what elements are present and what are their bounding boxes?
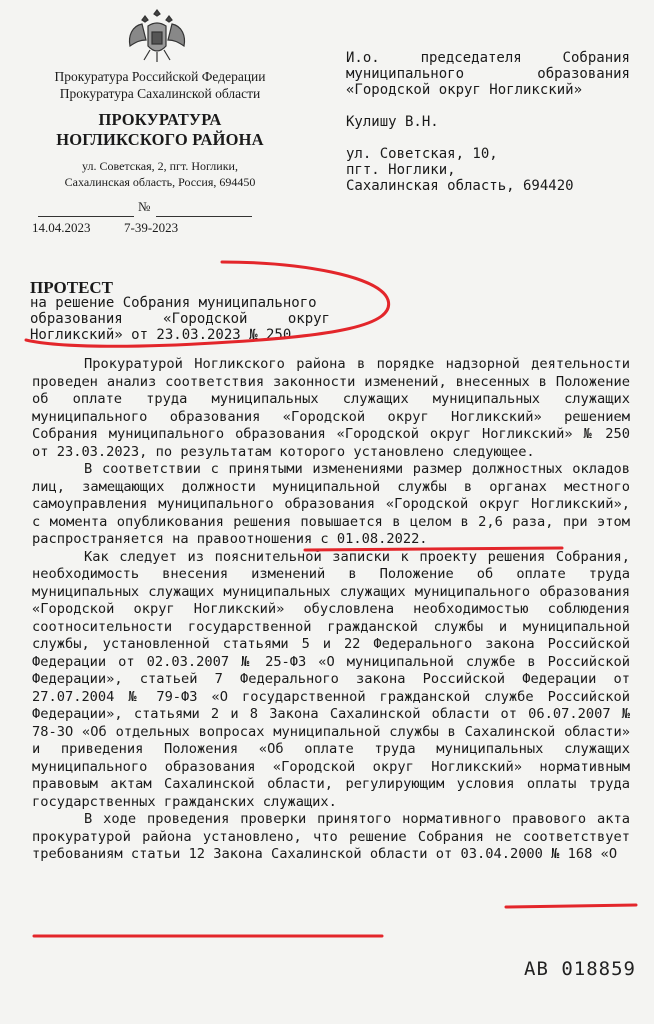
office-title-line-1: ПРОКУРАТУРА [98,110,222,129]
recipient-address-line-2: пгт. Ноглики, [346,162,456,178]
office-title-line-2: НОГЛИКСКОГО РАЙОНА [56,130,264,149]
protest-heading: ПРОТЕСТ [30,278,114,297]
recipient-block [346,50,630,98]
protest-body [32,356,630,864]
number-underline [156,202,252,217]
sender-address-line-2: Сахалинская область, Россия, 694450 [64,175,256,189]
recipient-line-1: И.о. председателя Собрания [346,50,630,66]
underline-not-comply [506,905,636,907]
document-number: 7-39-2023 [124,220,179,235]
protest-subject-line-3: Ногликский» от 23.03.2023 № 250 [30,327,292,343]
recipient-address-line-3: Сахалинская область, 694420 [346,178,574,194]
recipient-line-2: муниципального образования [346,66,630,82]
document-date: 14.04.2023 [32,220,91,235]
sender-block [26,68,294,102]
recipient-line-3: «Городской округ Ногликский» [346,82,583,98]
protest-subject-line-2: образования «Городской округ [30,311,330,327]
paragraph-2: В соответствии с принятыми изменениями размер должностных окладов лиц, замещающих должности муниципальной службы в органах местного самоуправления муниципального образования «Городской округ Ногликский», с момента опубликования решения повышается в целом в 2,6 раза, при этом распространяется на правоотношения с 01.08.2022. [32,461,630,547]
recipient-address [346,146,630,194]
date-underline [38,202,134,217]
sender-line-2: Прокуратура Сахалинской области [59,86,261,101]
paragraph-1: Прокуратурой Ногликского района в порядке надзорной деятельности проведен анализ соответствия законности изменений, внесенных в Положение об оплате труда муниципальных служащих муниципальных служащих муниципального образования «Городской округ Ногликский» решением Собрания муниципального образования «Городской округ Ногликский» № 250 от 23.03.2023, по результатам которого установлено следующее. [32,356,630,460]
paragraph-4: В ходе проведения проверки принятого нормативного правового акта прокуратурой района установлено, что решение Собрания не соответствует требованиям статьи 12 Закона Сахалинской области от 03.04.2000 № 168 «О [32,811,630,862]
sender-line-1: Прокуратура Российской Федерации [54,69,266,84]
protest-subject-line-1: на решение Собрания муниципального [30,295,317,311]
office-title [26,110,294,150]
recipient-address-line-1: ул. Советская, 10, [346,146,498,162]
paragraph-3: Как следует из пояснительной записки к проекту решения Собрания, необходимость внесения изменений в Положение об оплате труда муниципальных служащих муниципальных служащих муниципального образования «Городской округ Ногликский» обусловлена необходимостью соблюдения соотносительности государственной гражданской службы и муниципальной службы, установленной статьями 5 и 22 Федерального закона Российской Федерации от 02.03.2007 № 25-ФЗ «О муниципальной службе в Российской Федерации», статьей 7 Федерального закона Российской Федерации от 27.07.2004 № 79-ФЗ «О государственной гражданской службе Российской Федерации», статьями 2 и 8 Закона Сахалинской области от 06.07.2007 № 78-ЗО «Об отдельных вопросах муниципальной службы в Сахалинской области» и приведения Положения «Об оплате труда муниципальных служащих муниципального образования «Городской округ Ногликский» нормативным правовым актам Сахалинской области, регулирующим условия оплаты труда государственных гражданских служащих. [32,548,630,810]
recipient-name: Кулишу В.Н. [346,114,439,130]
coat-of-arms-icon [124,6,190,64]
sender-address-line-1: ул. Советская, 2, пгт. Ноглики, [82,159,238,173]
protest-subject [30,295,330,343]
serial-stamp: АВ 018859 [524,958,636,980]
sender-address [26,158,294,190]
number-sign: № [138,199,151,214]
